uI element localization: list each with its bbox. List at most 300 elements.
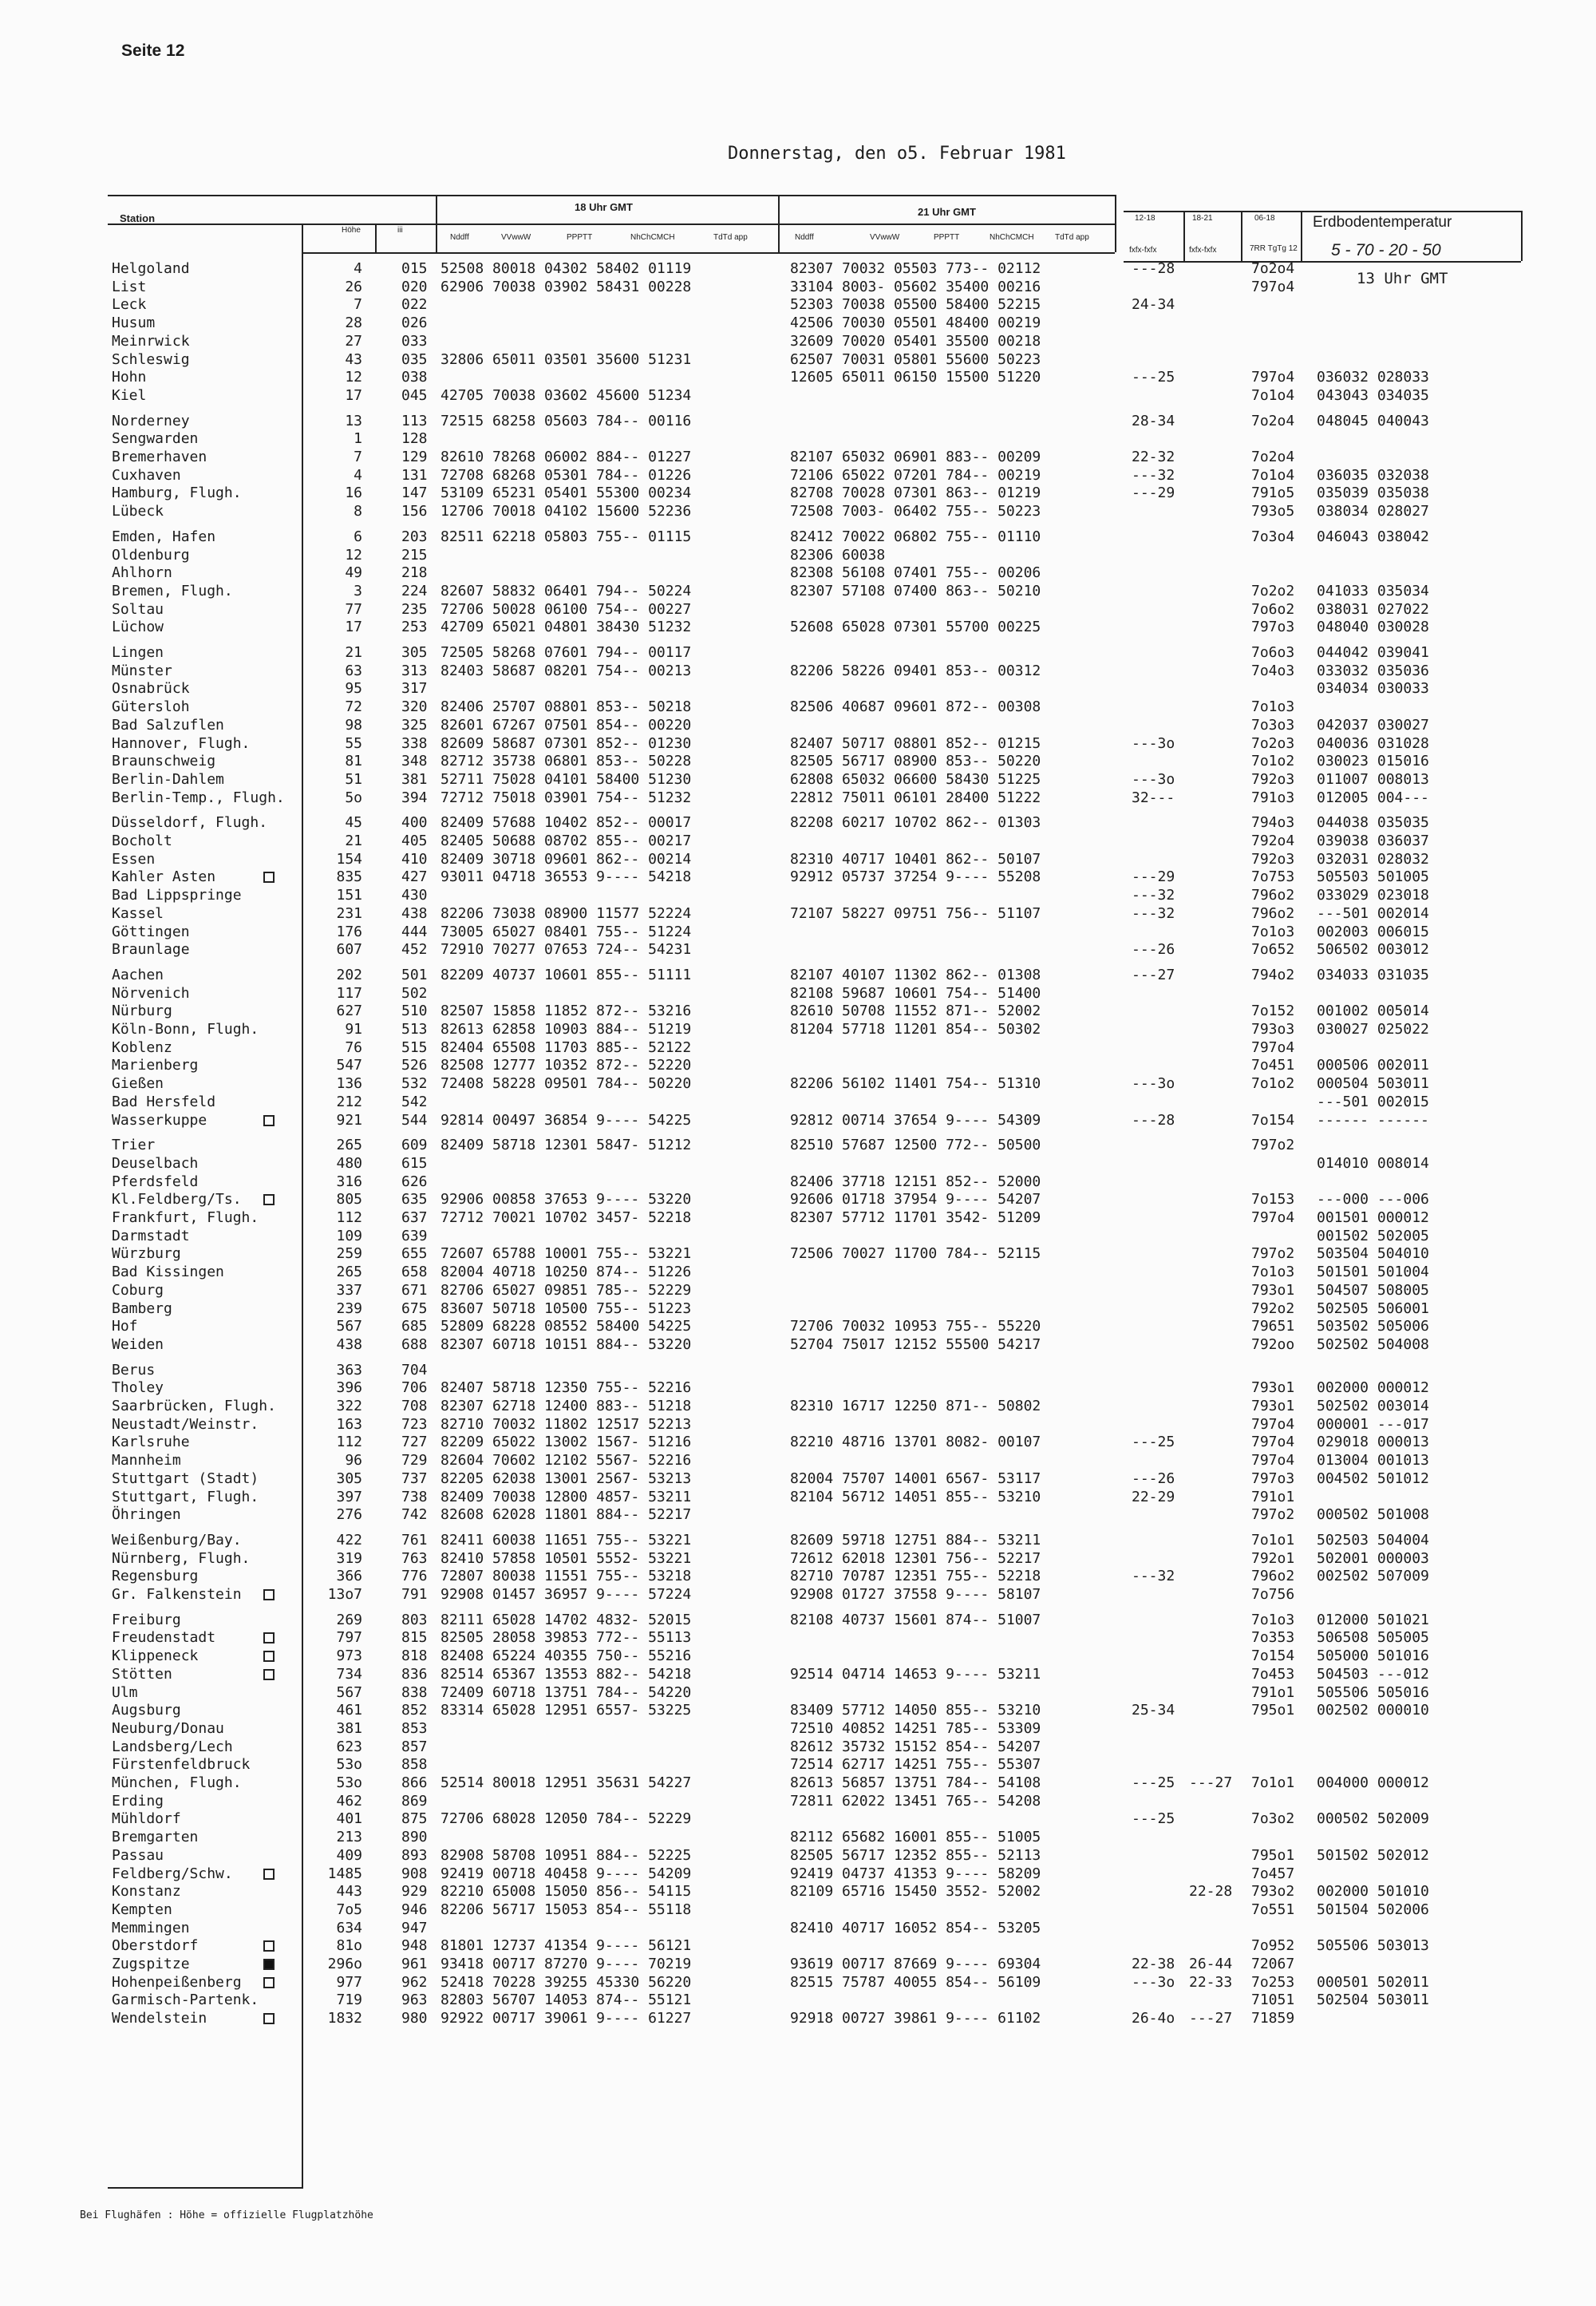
- station-iii: 147: [401, 485, 428, 502]
- period-12-18: ---3o: [1132, 1075, 1175, 1093]
- obs-21-uhr: 52303 70038 05500 58400 52215: [790, 296, 1041, 314]
- period-06-18: 792o4: [1251, 833, 1295, 849]
- station-hoehe: 96: [345, 1452, 362, 1469]
- soil-temperature: 001002 005014: [1317, 1003, 1429, 1020]
- station-hoehe: 163: [336, 1415, 362, 1433]
- period-06-18: 792oo: [1251, 1335, 1295, 1353]
- period-06-18: 7o1o3: [1251, 923, 1295, 940]
- station-name: Augsburg: [112, 1702, 181, 1719]
- period-06-18: 793o5: [1251, 503, 1295, 520]
- header-13-uhr-gmt: 13 Uhr GMT: [1357, 270, 1448, 287]
- obs-21-uhr: 92812 00714 37654 9---- 54309: [790, 1111, 1041, 1129]
- period-06-18: 7o3o3: [1251, 716, 1295, 734]
- obs-18-uhr: 82206 73038 08900 11577 52224: [440, 904, 692, 922]
- station-iii: 235: [401, 600, 428, 618]
- soil-temperature: 034034 030033: [1317, 680, 1429, 698]
- obs-21-uhr: 92908 01727 37558 9---- 58107: [790, 1586, 1041, 1603]
- station-iii: 858: [401, 1756, 428, 1774]
- station-iii: 637: [401, 1209, 428, 1226]
- station-iii: 215: [401, 546, 428, 564]
- station-name: Husum: [112, 314, 156, 332]
- period-12-18: ---28: [1132, 1111, 1175, 1129]
- header-18-col-4: NhChCMCH: [630, 233, 675, 242]
- period-06-18: 7o6o2: [1251, 600, 1295, 618]
- station-name: List: [112, 278, 147, 295]
- soil-temperature: 505000 501016: [1317, 1647, 1429, 1665]
- obs-18-uhr: 81801 12737 41354 9---- 56121: [440, 1937, 692, 1955]
- station-iii: 791: [401, 1586, 428, 1603]
- period-06-18: 7o1o4: [1251, 466, 1295, 484]
- period-06-18: 797o4: [1251, 1434, 1295, 1451]
- period-divider-1: [1183, 211, 1185, 261]
- station-iii: 708: [401, 1398, 428, 1414]
- obs-21-uhr: 72706 70032 10953 755-- 55220: [790, 1318, 1041, 1335]
- station-iii: 838: [401, 1683, 428, 1701]
- soil-temperature: 506502 003012: [1317, 941, 1429, 959]
- station-iii: 763: [401, 1549, 428, 1567]
- period-12-18: ---25: [1132, 369, 1175, 386]
- station-hoehe: 72: [345, 698, 362, 716]
- period-06-18: 797o2: [1251, 1137, 1295, 1154]
- period-06-18: 797o4: [1251, 369, 1295, 386]
- obs-21-uhr: 72508 7003- 06402 755-- 50223: [790, 503, 1041, 520]
- period-18-21: ---27: [1189, 2010, 1233, 2027]
- obs-18-uhr: 92906 00858 37653 9---- 53220: [440, 1191, 692, 1208]
- station-name: Bremen, Flugh.: [112, 582, 233, 599]
- obs-18-uhr: 82710 70032 11802 12517 52213: [440, 1415, 692, 1433]
- station-iii: 045: [401, 386, 428, 404]
- station-hoehe: 6: [354, 528, 362, 545]
- station-hoehe: 443: [336, 1883, 362, 1901]
- soil-temperature: 034033 031035: [1317, 966, 1429, 983]
- station-name: Bocholt: [112, 833, 172, 849]
- obs-18-uhr: 82205 62038 13001 2567- 53213: [440, 1469, 692, 1487]
- header-mid-rule: [108, 223, 1115, 225]
- period-06-18: 797o3: [1251, 619, 1295, 636]
- soil-temperature: 001502 502005: [1317, 1227, 1429, 1244]
- station-hoehe: 45: [345, 814, 362, 832]
- obs-21-uhr: 72811 62022 13451 765-- 54208: [790, 1792, 1041, 1810]
- station-name: Neuburg/Donau: [112, 1719, 224, 1737]
- station-name: Bremerhaven: [112, 449, 207, 465]
- period-12-18: ---32: [1132, 466, 1175, 484]
- obs-21-uhr: 92606 01718 37954 9---- 54207: [790, 1191, 1041, 1208]
- soil-temperature: ------ ------: [1317, 1111, 1429, 1129]
- period-12-18: ---3o: [1132, 770, 1175, 788]
- station-iii: 729: [401, 1452, 428, 1469]
- station-name: Mannheim: [112, 1452, 181, 1469]
- station-name: Düsseldorf, Flugh.: [112, 814, 268, 832]
- soil-temperature: 501502 502012: [1317, 1846, 1429, 1864]
- header-21-col-5: TdTd app: [1055, 233, 1089, 242]
- soil-temperature: 000501 502011: [1317, 1973, 1429, 1991]
- obs-21-uhr: 42506 70030 05501 48400 00219: [790, 314, 1041, 332]
- station-iii: 947: [401, 1919, 428, 1936]
- obs-21-uhr: 92514 04714 14653 9---- 53211: [790, 1665, 1041, 1683]
- station-name: Ahlhorn: [112, 564, 172, 582]
- station-iii: 962: [401, 1973, 428, 1991]
- period-06-18: 7o253: [1251, 1973, 1295, 1991]
- obs-21-uhr: 82108 59687 10601 754-- 51400: [790, 984, 1041, 1002]
- obs-18-uhr: 82511 62218 05803 755-- 01115: [440, 528, 692, 545]
- station-hoehe: 13: [345, 412, 362, 429]
- obs-21-uhr: 82610 50708 11552 871-- 52002: [790, 1003, 1041, 1020]
- station-name: Klippeneck: [112, 1647, 199, 1665]
- station-hoehe: 623: [336, 1738, 362, 1755]
- station-name: Garmisch-Partenk.: [112, 1992, 259, 2009]
- station-hoehe: 8: [354, 503, 362, 520]
- station-iii: 946: [401, 1901, 428, 1918]
- period-12-18: 26-4o: [1132, 2010, 1175, 2027]
- station-name: Feldberg/Schw.: [112, 1865, 233, 1882]
- station-iii: 515: [401, 1038, 428, 1056]
- station-name: Helgoland: [112, 260, 190, 277]
- obs-18-uhr: 82613 62858 10903 884-- 51219: [440, 1021, 692, 1038]
- obs-18-uhr: 82307 60718 10151 884-- 53220: [440, 1335, 692, 1353]
- obs-21-uhr: 52704 75017 12152 55500 54217: [790, 1335, 1041, 1353]
- station-iii: 348: [401, 753, 428, 770]
- soil-temperature: 505506 505016: [1317, 1683, 1429, 1701]
- station-name: Leck: [112, 296, 147, 314]
- station-name: Lingen: [112, 644, 164, 661]
- station-name: Hof: [112, 1318, 138, 1335]
- soil-temperature: 035039 035038: [1317, 485, 1429, 502]
- obs-18-uhr: 82409 70038 12800 4857- 53211: [440, 1488, 692, 1505]
- obs-18-uhr: 82706 65027 09851 785-- 52229: [440, 1281, 692, 1299]
- station-hoehe: 381: [336, 1719, 362, 1737]
- obs-18-uhr: 42709 65021 04801 38430 51232: [440, 619, 692, 636]
- station-iii: 400: [401, 814, 428, 832]
- station-hoehe: 547: [336, 1057, 362, 1074]
- station-hoehe: 805: [336, 1191, 362, 1208]
- table-bottom-rule: [108, 2187, 303, 2189]
- period-06-18: 7o1o2: [1251, 1075, 1295, 1093]
- period-06-18: 797o4: [1251, 1452, 1295, 1469]
- period-06-18: 791o3: [1251, 789, 1295, 806]
- obs-21-uhr: 82107 40107 11302 862-- 01308: [790, 966, 1041, 983]
- station-name: Bad Hersfeld: [112, 1093, 216, 1110]
- station-name: Zugspitze: [112, 1956, 190, 1972]
- station-hoehe: 81o: [336, 1937, 362, 1955]
- mountain-station-box-icon: [263, 1632, 275, 1643]
- station-iii: 410: [401, 850, 428, 868]
- period-12-18: 32---: [1132, 789, 1175, 806]
- header-18-col-5: TdTd app: [713, 233, 748, 242]
- period-12-18: ---32: [1132, 1568, 1175, 1585]
- obs-21-uhr: 82208 60217 10702 862-- 01303: [790, 814, 1041, 832]
- period-06-18: 7o756: [1251, 1586, 1295, 1603]
- station-hoehe: 1832: [327, 2010, 362, 2027]
- soil-temperature: 503504 504010: [1317, 1245, 1429, 1263]
- obs-18-uhr: 82411 60038 11651 755-- 53221: [440, 1531, 692, 1549]
- station-hoehe: 212: [336, 1093, 362, 1110]
- obs-18-uhr: 82209 40737 10601 855-- 51111: [440, 966, 692, 983]
- period-06-18: 7o451: [1251, 1057, 1295, 1074]
- station-iii: 815: [401, 1629, 428, 1647]
- obs-18-uhr: 52508 80018 04302 58402 01119: [440, 260, 692, 277]
- obs-18-uhr: 93418 00717 87270 9---- 70219: [440, 1956, 692, 1972]
- station-name: Hohn: [112, 369, 147, 386]
- station-iii: 655: [401, 1245, 428, 1263]
- station-iii: 381: [401, 770, 428, 788]
- period-06-18: 796o2: [1251, 1568, 1295, 1585]
- mountain-station-box-icon: [263, 1194, 275, 1205]
- station-hoehe: 28: [345, 314, 362, 332]
- period-06-18: 791o1: [1251, 1488, 1295, 1505]
- station-name: Deuselbach: [112, 1154, 199, 1172]
- station-name: Bad Lippspringe: [112, 887, 242, 904]
- soil-temperature: 506508 505005: [1317, 1629, 1429, 1647]
- station-name: Kl.Feldberg/Ts.: [112, 1191, 242, 1208]
- obs-18-uhr: 92814 00497 36854 9---- 54225: [440, 1111, 692, 1129]
- station-iii: 338: [401, 734, 428, 752]
- station-iii: 852: [401, 1702, 428, 1719]
- station-iii: 639: [401, 1227, 428, 1244]
- period-06-18: 796o2: [1251, 904, 1295, 922]
- soil-temperature: 044038 035035: [1317, 814, 1429, 832]
- obs-18-uhr: 82111 65028 14702 4832- 52015: [440, 1611, 692, 1628]
- period-06-18: 7o3o2: [1251, 1810, 1295, 1828]
- station-name: Erding: [112, 1792, 164, 1810]
- obs-21-uhr: 82104 56712 14051 855-- 53210: [790, 1488, 1041, 1505]
- obs-21-uhr: 82307 57108 07400 863-- 50210: [790, 582, 1041, 599]
- station-name: Stötten: [112, 1665, 172, 1683]
- obs-18-uhr: 82604 70602 12102 5567- 52216: [440, 1452, 692, 1469]
- station-hoehe: 462: [336, 1792, 362, 1810]
- station-hoehe: 17: [345, 386, 362, 404]
- header-right-edge: [1115, 195, 1116, 252]
- station-name: Norderney: [112, 412, 190, 429]
- station-iii: 113: [401, 412, 428, 429]
- station-hoehe: 797: [336, 1629, 362, 1647]
- period-12-18: 24-34: [1132, 296, 1175, 314]
- station-iii: 727: [401, 1434, 428, 1451]
- page-date: Donnerstag, den o5. Februar 1981: [728, 144, 1066, 164]
- station-iii: 020: [401, 278, 428, 295]
- period-06-18: 7o153: [1251, 1191, 1295, 1208]
- soil-temperature: 038034 028027: [1317, 503, 1429, 520]
- station-iii: 452: [401, 941, 428, 959]
- mountain-station-box-icon: [263, 1669, 275, 1680]
- obs-21-uhr: 82406 37718 12151 852-- 52000: [790, 1173, 1041, 1190]
- period-06-18: 7o154: [1251, 1647, 1295, 1665]
- station-iii: 544: [401, 1111, 428, 1129]
- period-06-18: 793o2: [1251, 1883, 1295, 1901]
- soil-temperature: 048040 030028: [1317, 619, 1429, 636]
- header-18-col-2: VVwwW: [501, 233, 531, 242]
- soil-temperature: 504507 508005: [1317, 1281, 1429, 1299]
- period-06-18: 7o2o4: [1251, 260, 1295, 277]
- station-hoehe: 21: [345, 644, 362, 661]
- station-iii: 305: [401, 644, 428, 661]
- station-iii: 737: [401, 1469, 428, 1487]
- header-station: Station: [120, 212, 156, 224]
- station-name: Braunlage: [112, 941, 190, 959]
- station-hoehe: 4: [354, 260, 362, 277]
- soil-temperature: 002502 000010: [1317, 1702, 1429, 1719]
- station-iii: 203: [401, 528, 428, 545]
- station-hoehe: 461: [336, 1702, 362, 1719]
- station-hoehe: 76: [345, 1038, 362, 1056]
- station-iii: 615: [401, 1154, 428, 1172]
- soil-temperature: 502001 000003: [1317, 1549, 1429, 1567]
- station-iii: 510: [401, 1003, 428, 1020]
- period-18-21: 26-44: [1189, 1956, 1233, 1972]
- obs-21-uhr: 82108 40737 15601 874-- 51007: [790, 1611, 1041, 1628]
- hoehe-divider: [375, 223, 377, 252]
- station-hoehe: 734: [336, 1665, 362, 1683]
- obs-21-uhr: 72107 58227 09751 756-- 51107: [790, 904, 1041, 922]
- obs-18-uhr: 82609 58687 07301 852-- 01230: [440, 734, 692, 752]
- obs-18-uhr: 32806 65011 03501 35600 51231: [440, 350, 692, 368]
- station-iii: 438: [401, 904, 428, 922]
- obs-18-uhr: 82206 56717 15053 854-- 55118: [440, 1901, 692, 1918]
- obs-18-uhr: 12706 70018 04102 15600 52236: [440, 503, 692, 520]
- soil-temperature: 029018 000013: [1317, 1434, 1429, 1451]
- obs-21-uhr: 82515 75787 40055 854-- 56109: [790, 1973, 1041, 1991]
- obs-18-uhr: 72408 58228 09501 784-- 50220: [440, 1075, 692, 1093]
- station-iii: 658: [401, 1264, 428, 1281]
- page-number: Seite 12: [121, 42, 185, 60]
- station-hoehe: 154: [336, 850, 362, 868]
- station-name: Kahler Asten: [112, 868, 216, 886]
- obs-21-uhr: 82206 56102 11401 754-- 51310: [790, 1075, 1041, 1093]
- station-iii: 866: [401, 1774, 428, 1791]
- station-hoehe: 973: [336, 1647, 362, 1665]
- mountain-station-box-icon: [263, 1115, 275, 1126]
- period-06-18: 7o457: [1251, 1865, 1295, 1882]
- obs-18-uhr: 82409 30718 09601 862-- 00214: [440, 850, 692, 868]
- header-period-18-21: 18-21: [1192, 214, 1213, 223]
- station-name: Bad Kissingen: [112, 1264, 224, 1281]
- obs-21-uhr: 82510 57687 12500 772-- 50500: [790, 1137, 1041, 1154]
- period-06-18: 7o1o2: [1251, 753, 1295, 770]
- station-hoehe: 1485: [327, 1865, 362, 1882]
- station-name: Braunschweig: [112, 753, 216, 770]
- soil-temperature: 011007 008013: [1317, 770, 1429, 788]
- obs-18-uhr: 52418 70228 39255 45330 56220: [440, 1973, 692, 1991]
- header-21-col-4: NhChCMCH: [990, 233, 1034, 242]
- obs-21-uhr: 72106 65022 07201 784-- 00219: [790, 466, 1041, 484]
- station-name: Kempten: [112, 1901, 172, 1918]
- station-name: Landsberg/Lech: [112, 1738, 233, 1755]
- obs-21-uhr: 82505 56717 12352 855-- 52113: [790, 1846, 1041, 1864]
- obs-21-uhr: 82506 40687 09601 872-- 00308: [790, 698, 1041, 716]
- obs-21-uhr: 82112 65682 16001 855-- 51005: [790, 1829, 1041, 1846]
- soil-temperature: ---501 002014: [1317, 904, 1429, 922]
- obs-18-uhr: 92908 01457 36957 9---- 57224: [440, 1586, 692, 1603]
- station-iii: 022: [401, 296, 428, 314]
- period-06-18: 7o2o3: [1251, 734, 1295, 752]
- soil-temperature: 504503 ---012: [1317, 1665, 1429, 1683]
- period-06-18: 791o5: [1251, 485, 1295, 502]
- obs-21-uhr: 81204 57718 11201 854-- 50302: [790, 1021, 1041, 1038]
- station-iii: 818: [401, 1647, 428, 1665]
- soil-temperature: 502502 003014: [1317, 1398, 1429, 1414]
- station-iii: 224: [401, 582, 428, 599]
- station-name: Bremgarten: [112, 1829, 199, 1846]
- soil-temperature: 503502 505006: [1317, 1318, 1429, 1335]
- station-hoehe: 151: [336, 887, 362, 904]
- station-iii: 609: [401, 1137, 428, 1154]
- obs-18-uhr: 52809 68228 08552 58400 54225: [440, 1318, 692, 1335]
- period-06-18: 7o152: [1251, 1003, 1295, 1020]
- station-hoehe: 627: [336, 1003, 362, 1020]
- station-name: Lüchow: [112, 619, 164, 636]
- period-06-18: 7o6o3: [1251, 644, 1295, 661]
- station-iii: 317: [401, 680, 428, 698]
- period-12-18: ---25: [1132, 1810, 1175, 1828]
- period-12-18: ---29: [1132, 485, 1175, 502]
- obs-21-uhr: 92918 00727 39861 9---- 61102: [790, 2010, 1041, 2027]
- station-iii: 742: [401, 1506, 428, 1524]
- period-06-18: 793o1: [1251, 1379, 1295, 1397]
- period-06-18: 794o2: [1251, 966, 1295, 983]
- soil-temperature: 004502 501012: [1317, 1469, 1429, 1487]
- period-12-18: 25-34: [1132, 1702, 1175, 1719]
- station-iii: 675: [401, 1299, 428, 1317]
- period-06-18: 7o4o3: [1251, 662, 1295, 679]
- station-name: Koblenz: [112, 1038, 172, 1056]
- period-06-18: 7o2o2: [1251, 582, 1295, 599]
- soil-temperature: 000504 503011: [1317, 1075, 1429, 1093]
- period-06-18: 7o753: [1251, 868, 1295, 886]
- period-06-18: 797o2: [1251, 1506, 1295, 1524]
- station-iii: 038: [401, 369, 428, 386]
- header-21-uhr-gmt: 21 Uhr GMT: [918, 206, 976, 218]
- soil-temperature: 505503 501005: [1317, 868, 1429, 886]
- obs-18-uhr: 82406 25707 08801 853-- 50218: [440, 698, 692, 716]
- station-name: Fürstenfeldbruck: [112, 1756, 251, 1774]
- header-period-sub-2: fxfx-fxfx: [1189, 246, 1217, 255]
- station-name: Ulm: [112, 1683, 138, 1701]
- station-iii: 776: [401, 1568, 428, 1585]
- station-name: Meinrwick: [112, 332, 190, 350]
- station-name: Göttingen: [112, 923, 190, 940]
- obs-18-uhr: 82508 12777 10352 872-- 52220: [440, 1057, 692, 1074]
- soil-temperature: 014010 008014: [1317, 1154, 1429, 1172]
- station-iii: 980: [401, 2010, 428, 2027]
- station-iii: 526: [401, 1057, 428, 1074]
- obs-21-uhr: 12605 65011 06150 15500 51220: [790, 369, 1041, 386]
- header-period-06-18: 06-18: [1254, 214, 1275, 223]
- period-06-18: 72067: [1251, 1956, 1295, 1972]
- station-hoehe: 7o5: [336, 1901, 362, 1918]
- station-iii: 738: [401, 1488, 428, 1505]
- obs-21-uhr: 72510 40852 14251 785-- 53309: [790, 1719, 1041, 1737]
- soil-temperature: 004000 000012: [1317, 1774, 1429, 1791]
- soil-temperature: 046043 038042: [1317, 528, 1429, 545]
- obs-21-uhr: 72506 70027 11700 784-- 52115: [790, 1245, 1041, 1263]
- obs-18-uhr: 52711 75028 04101 58400 51230: [440, 770, 692, 788]
- period-18-21: 22-28: [1189, 1883, 1233, 1901]
- station-hoehe: 719: [336, 1992, 362, 2009]
- obs-18-uhr: 82403 58687 08201 754-- 00213: [440, 662, 692, 679]
- period-right-edge: [1521, 211, 1523, 261]
- station-iii: 320: [401, 698, 428, 716]
- obs-18-uhr: 72505 58268 07601 794-- 00117: [440, 644, 692, 661]
- station-name: Berlin-Temp., Flugh.: [112, 789, 285, 806]
- period-12-18: ---29: [1132, 868, 1175, 886]
- soil-temperature: 000001 ---017: [1317, 1415, 1429, 1433]
- period-06-18: 791o1: [1251, 1683, 1295, 1701]
- station-hoehe: 43: [345, 350, 362, 368]
- obs-18-uhr: 72607 65788 10001 755-- 53221: [440, 1245, 692, 1263]
- obs-18-uhr: 82004 40718 10250 874-- 51226: [440, 1264, 692, 1281]
- header-top-rule: [108, 195, 1115, 196]
- period-divider-2: [1241, 211, 1242, 261]
- obs-18-uhr: 93011 04718 36553 9---- 54218: [440, 868, 692, 886]
